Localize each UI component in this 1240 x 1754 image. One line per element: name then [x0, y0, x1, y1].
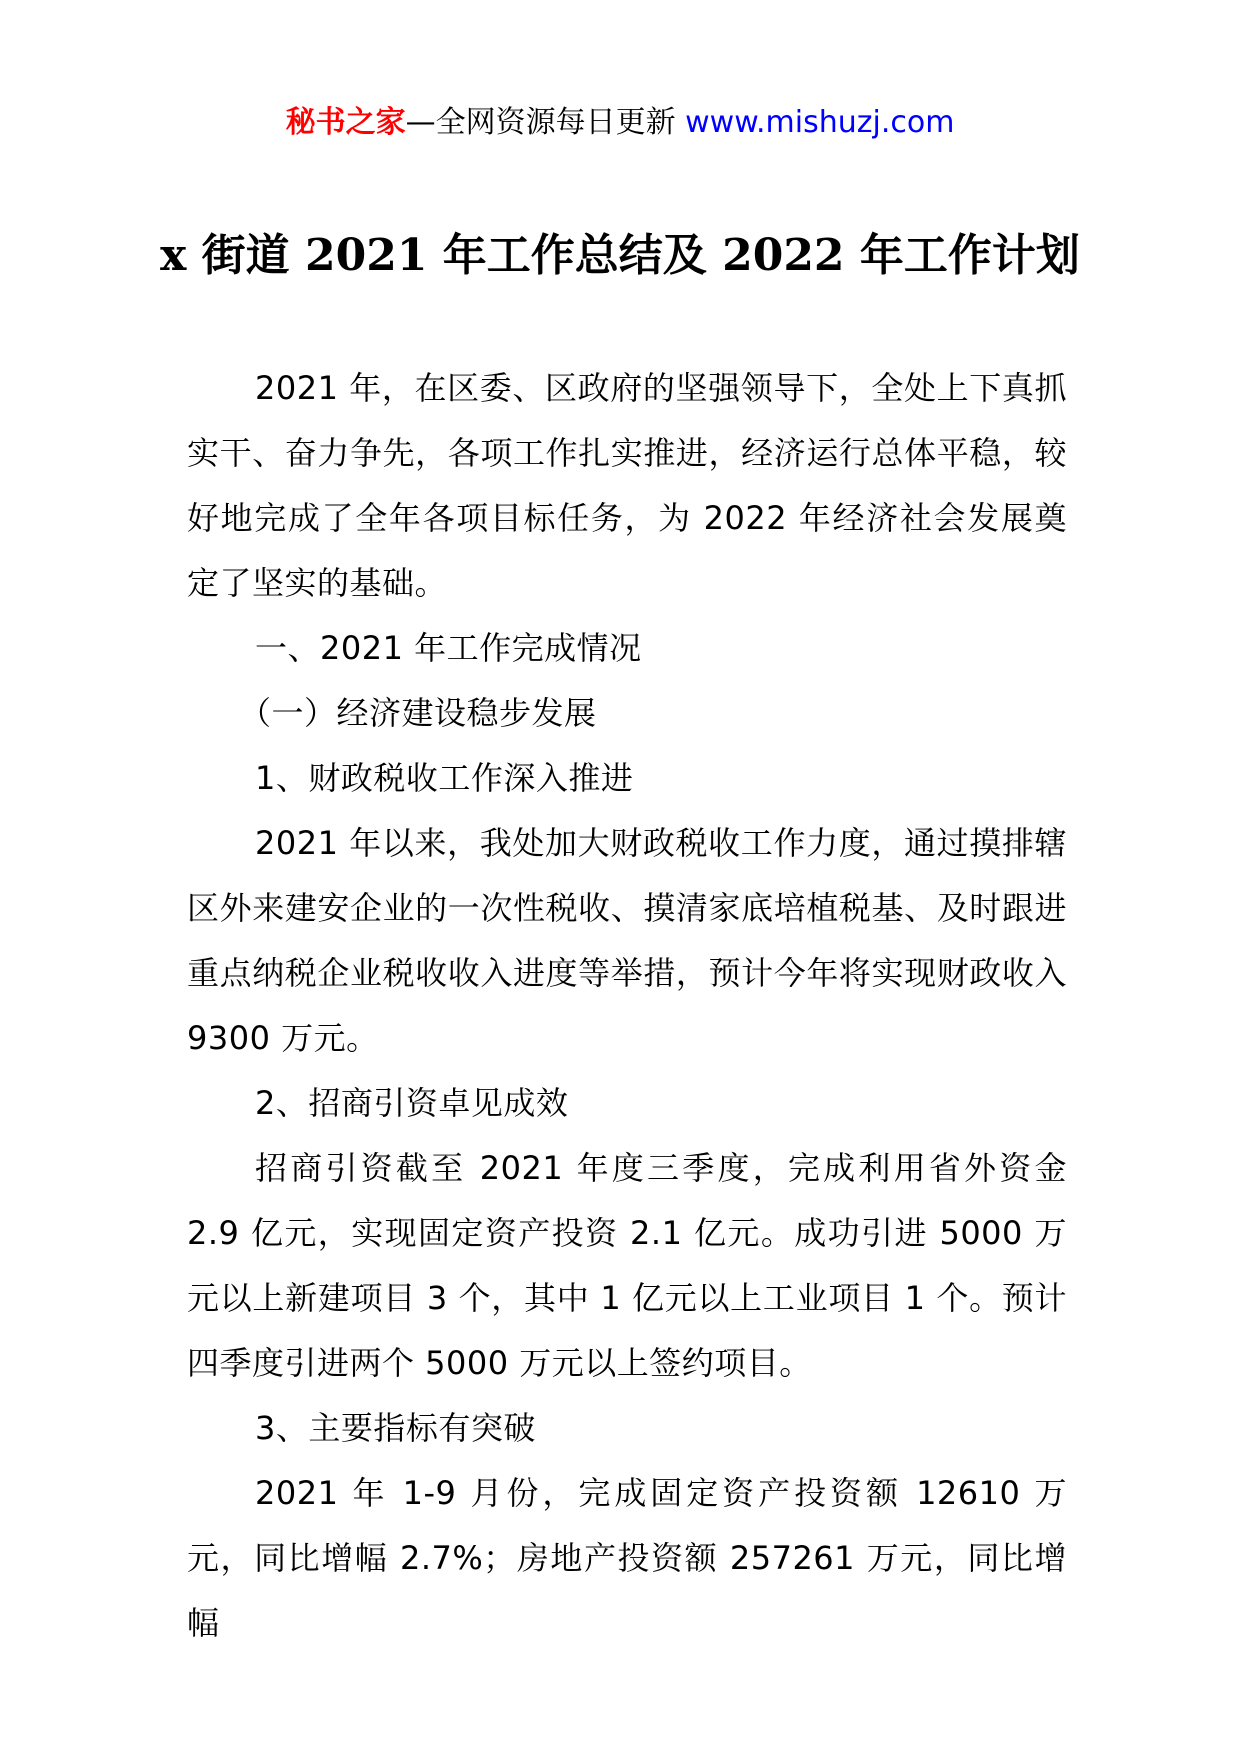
body-paragraph-indicators: 2021 年 1-9 月份，完成固定资产投资额 12610 万元，同比增幅 2.7%；房地产投资额 257261 万元，同比增幅 — [187, 1474, 1067, 1642]
body-paragraph-fiscal: 2021 年以来，我处加大财政税收工作力度，通过摸排辖区外来建安企业的一次性税收、摸清家底培植税基、及时跟进重点纳税企业税收收入进度等举措，预计今年将实现财政收入 9300 万元。 — [187, 824, 1067, 1057]
document-title: x 街道 2021 年工作总结及 2022 年工作计划 — [160, 230, 1080, 281]
section-heading-1: 一、2021 年工作完成情况 — [255, 629, 642, 667]
item-heading-1: 1、财政税收工作深入推进 — [255, 759, 634, 797]
subsection-heading-1: （一）经济建设稳步发展 — [239, 694, 597, 732]
site-tagline: —全网资源每日更新 — [405, 105, 676, 140]
site-url-link[interactable]: www.mishuzj.com — [685, 105, 955, 140]
item-heading-2: 2、招商引资卓见成效 — [255, 1084, 569, 1122]
item-heading-3: 3、主要指标有突破 — [255, 1409, 536, 1447]
site-brand: 秘书之家 — [285, 105, 406, 140]
body-paragraph-investment: 招商引资截至 2021 年度三季度，完成利用省外资金 2.9 亿元，实现固定资产投资 2.1 亿元。成功引进 5000 万元以上新建项目 3 个，其中 1 亿元以上工业项目 1 个。预计四季度引进两个 5000 万元以上签约项目。 — [187, 1149, 1067, 1382]
intro-paragraph: 2021 年，在区委、区政府的坚强领导下，全处上下真抓实干、奋力争先，各项工作扎实推进，经济运行总体平稳，较好地完成了全年各项目标任务，为 2022 年经济社会发展奠定了坚实的基础。 — [187, 369, 1067, 602]
site-header — [0, 103, 1240, 143]
document-body — [187, 356, 1067, 1656]
